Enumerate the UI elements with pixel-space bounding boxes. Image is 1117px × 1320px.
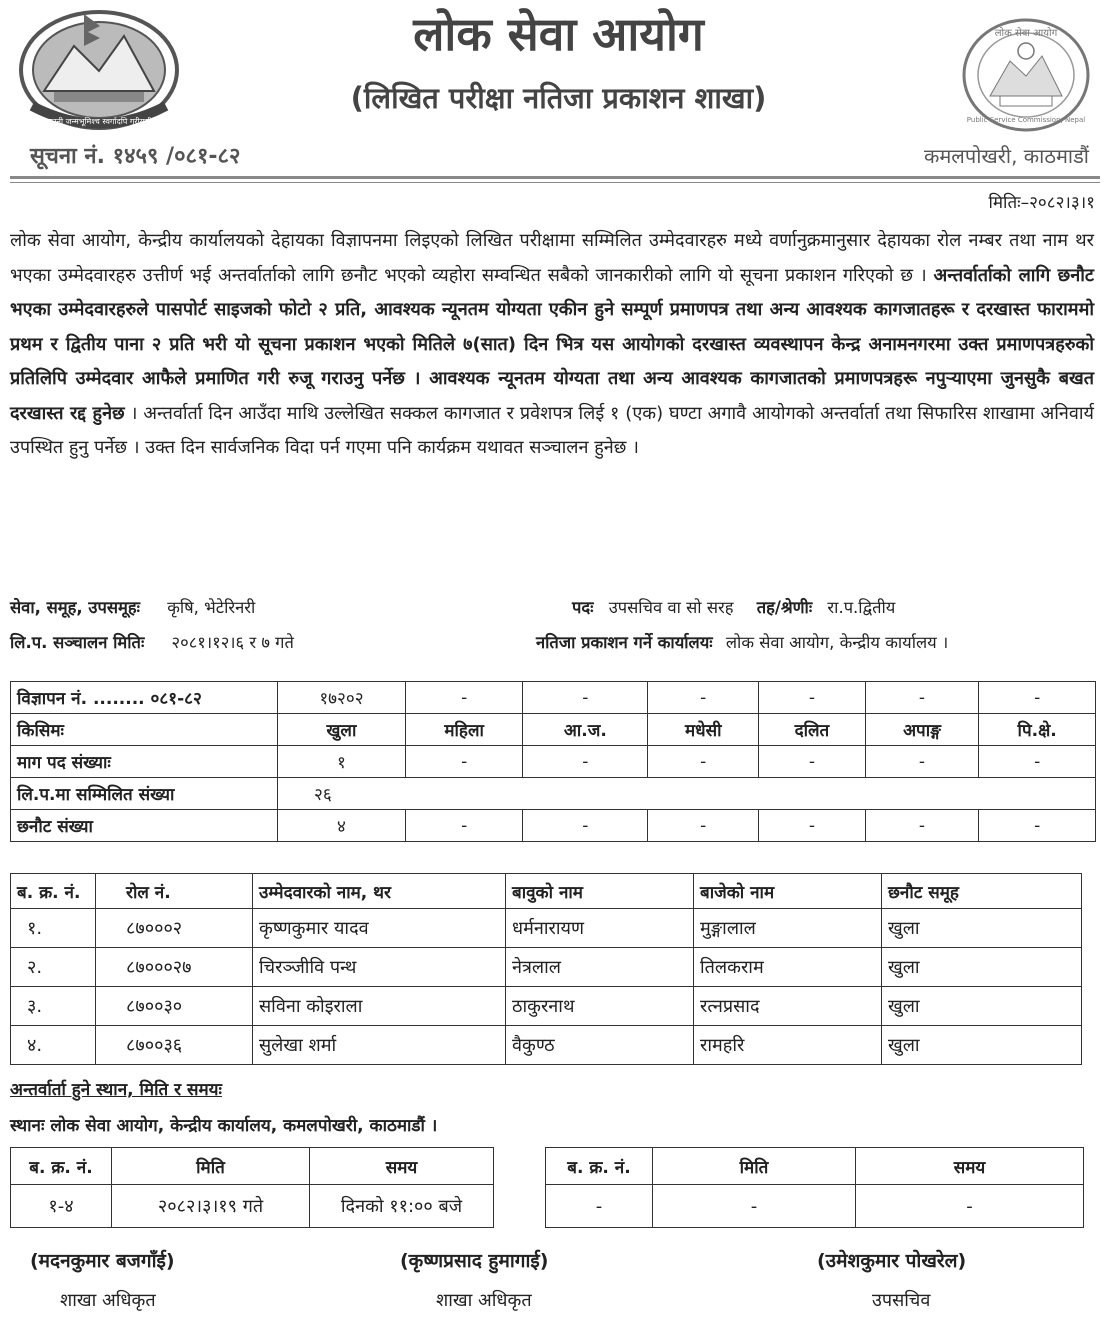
emblem-caption: जननी जन्मभूमिश्च स्वर्गादपि गरीयसी [46,117,152,126]
post-label: पदः [572,598,594,617]
office-label: नतिजा प्रकाशन गर्ने कार्यालयः [536,633,713,652]
table-cell: महिला [405,714,522,746]
table-cell: - [405,746,522,778]
table-cell: - [865,746,979,778]
table-cell: खुला [882,909,1082,948]
row-label: लि.प.मा सम्मिलित संख्या [11,778,278,810]
table-cell: - [759,746,866,778]
table-cell: - [523,810,648,842]
table-cell: १-४ [11,1185,112,1228]
table-cell: - [648,746,759,778]
table-cell: - [648,810,759,842]
header-divider-thin [10,182,1100,183]
table-row [11,948,1082,987]
table-cell: - [856,1185,1084,1228]
page-subtitle: (लिखित परीक्षा नतिजा प्रकाशन शाखा) [350,81,767,115]
table-row [11,909,1082,948]
table-cell: वैकुण्ठ [506,1026,694,1065]
table-cell: ४ [278,810,406,842]
service-label: सेवा, समूह, उपसमूहः [10,598,140,617]
table-cell: - [546,1185,653,1228]
table-cell: कृष्णकुमार यादव [253,909,506,948]
signature-title: शाखा अधिकृत [436,1290,532,1311]
table-row [11,810,1096,842]
exam-date-label: लि.प. सञ्चालन मितिः [10,633,145,652]
column-header: बावुको नाम [506,874,694,909]
table-cell: - [648,682,759,714]
post-line [572,595,895,618]
table-cell: अपाङ्ग [865,714,979,746]
column-header: उम्मेदवारको नाम, थर [253,874,506,909]
service-line [10,595,255,618]
table-cell: ८७००३६ [96,1026,253,1065]
column-header: मिति [112,1148,310,1185]
signature-name: (मदनकुमार बजगाँई) [30,1250,175,1272]
table-cell: ८७००३० [96,987,253,1026]
table-cell: - [523,746,648,778]
table-row [546,1185,1084,1228]
row-label: विज्ञापन नं. ........ ०८१-८२ [11,682,278,714]
table-cell: रत्नप्रसाद [694,987,882,1026]
table-header-row [546,1148,1084,1185]
table-cell: - [759,810,866,842]
table-cell: १७२०२ [278,682,406,714]
table-cell: - [653,1185,856,1228]
table-cell: खुला [882,987,1082,1026]
table-row [11,1026,1082,1065]
table-cell: २. [11,948,96,987]
table-cell: - [865,810,979,842]
table-cell: ८७०००२ [96,909,253,948]
column-header: छनौट समूह [882,874,1082,909]
table-cell: सुलेखा शर्मा [253,1026,506,1065]
table-cell: खुला [278,714,406,746]
table-cell: दिनको ११:०० बजे [310,1185,494,1228]
table-cell: ठाकुरनाथ [506,987,694,1026]
notice-date: मितिः–२०८२।३।१ [988,193,1095,213]
notice-text-bold: अन्तर्वार्ताको लागि छनौट भएका उम्मेदवारहरुले पासपोर्ट साइजको फोटो २ प्रति, आवश्यक न्यूनतम योग्यता एकीन हुने सम्पूर्ण प्रमाणपत्र तथा अन्य आवश्यक कागजातहरू र दरखास्त फाराममो प्रथम र द्वितीय पाना २ प्रति भरी यो सूचना प्रकाशन भएको मितिले ७(सात) दिन भित्र यस आयोगको दरखास्त व्यवस्थापन केन्द्र अनामनगरमा उक्त प्रमाणपत्रहरुको प्रतिलिपि उम्मेदवार आफैले प्रमाणित गरी रुजू गराउनु पर्नेछ । आवश्यक न्यूनतम योग्यता तथा अन्य आवश्यक कागजातको प्रमाणपत्रहरू नपुऱ्याएमा जुनसुकै बखत दरखास्त रद्द हुनेछ [10,264,1094,424]
table-cell: नेत्रलाल [506,948,694,987]
table-cell: ३. [11,987,96,1026]
signature-title: उपसचिव [872,1290,931,1311]
table-cell: - [405,682,522,714]
seal-text-top: लोक सेवा आयोग [994,28,1058,39]
table-cell: - [979,746,1096,778]
page-title: लोक सेवा आयोग [413,7,704,61]
interview-schedule-table [10,1147,494,1228]
row-label: किसिमः [11,714,278,746]
table-cell: खुला [882,948,1082,987]
column-header: बाजेको नाम [694,874,882,909]
level-label: तह/श्रेणीः [756,598,813,617]
table-cell: ४. [11,1026,96,1065]
table-row [11,714,1096,746]
row-label: माग पद संख्याः [11,746,278,778]
table-row [11,778,1096,810]
table-row [11,682,1096,714]
column-header: ब. क्र. नं. [11,1148,112,1185]
table-cell: - [979,682,1096,714]
interview-heading: अन्तर्वार्ता हुने स्थान, मिति र समयः [10,1080,222,1100]
table-cell: दलित [759,714,866,746]
table-header-row [11,1148,494,1185]
notice-paragraph [10,224,1094,466]
exam-date-value: २०८१।१२।६ र ७ गते [171,633,294,652]
table-cell: २०८२।३।१९ गते [112,1185,310,1228]
table-cell: - [523,682,648,714]
signature-title: शाखा अधिकृत [60,1290,156,1311]
table-cell: ८७०००२७ [96,948,253,987]
notice-text-1: लोक सेवा आयोग, केन्द्रीय कार्यालयको देहायका विज्ञापनमा लिइएको लिखित परीक्षामा सम्मिलित उम्मेदवारहरु मध्ये वर्णानुक्रमानुसार देहायका रोल नम्बर तथा नाम थर भएका उम्मेदवारहरु उत्तीर्ण भई अन्तर्वार्ताको लागि छनौट भएको व्यहोरा सम्वन्धित सबैको जानकारीको लागि यो सूचना प्रकाशन गरिएको छ । [10,230,1094,286]
row-label: छनौट संख्या [11,810,278,842]
table-cell: १ [278,746,406,778]
table-cell: २६ [278,778,1096,810]
table-row [11,987,1082,1026]
office-line [536,630,948,653]
column-header: समय [310,1148,494,1185]
table-cell: खुला [882,1026,1082,1065]
column-header: ब. क्र. नं. [11,874,96,909]
seal-text-bottom: Public Service Commission, Nepal [966,116,1086,124]
table-cell: मुङ्गालाल [694,909,882,948]
column-header: ब. क्र. नं. [546,1148,653,1185]
table-cell: - [759,682,866,714]
table-cell: धर्मनारायण [506,909,694,948]
interview-place: स्थानः लोक सेवा आयोग, केन्द्रीय कार्यालय, कमलपोखरी, काठमाडौं । [10,1116,438,1136]
candidates-table [10,873,1082,1065]
notice-text-3: । अन्तर्वार्ता दिन आउँदा माथि उल्लेखित सक्कल कागजात र प्रवेशपत्र लिई १ (एक) घण्टा अगावै आयोगको अन्तर्वार्ता तथा सिफारिस शाखामा अनिवार्य उपस्थित हुनु पर्नेछ । उक्त दिन सार्वजनिक विदा पर्न गएमा पनि कार्यक्रम यथावत सञ्चालन हुनेछ । [10,402,1094,458]
table-row [11,746,1096,778]
signature-name: (उमेशकुमार पोखरेल) [817,1250,967,1272]
notice-number: सूचना नं. १४५९ /०८१-८२ [30,144,241,169]
table-cell: - [865,682,979,714]
table-cell: - [979,810,1096,842]
exam-date-line [10,630,294,653]
table-cell: सविना कोइराला [253,987,506,1026]
post-value: उपसचिव वा सो सरह [608,598,734,617]
level-value: रा.प.द्वितीय [827,598,896,617]
column-header: समय [856,1148,1084,1185]
office-location: कमलपोखरी, काठमाडौं [923,144,1089,168]
table-cell: तिलकराम [694,948,882,987]
table-header-row [11,874,1082,909]
table-cell: - [405,810,522,842]
column-header: रोल नं. [96,874,253,909]
table-cell: १. [11,909,96,948]
column-header: मिति [653,1148,856,1185]
table-cell: आ.ज. [523,714,648,746]
header-divider [10,176,1100,179]
office-value: लोक सेवा आयोग, केन्द्रीय कार्यालय । [725,633,949,652]
advertisement-table [10,681,1096,842]
table-cell: पि.क्षे. [979,714,1096,746]
interview-schedule-table-empty [545,1147,1084,1228]
table-cell: मधेसी [648,714,759,746]
table-row [11,1185,494,1228]
signature-name: (कृष्णप्रसाद हुमागाई) [400,1250,549,1272]
service-value: कृषि, भेटेरिनरी [167,598,256,617]
table-cell: रामहरि [694,1026,882,1065]
table-cell: चिरञ्जीवि पन्थ [253,948,506,987]
